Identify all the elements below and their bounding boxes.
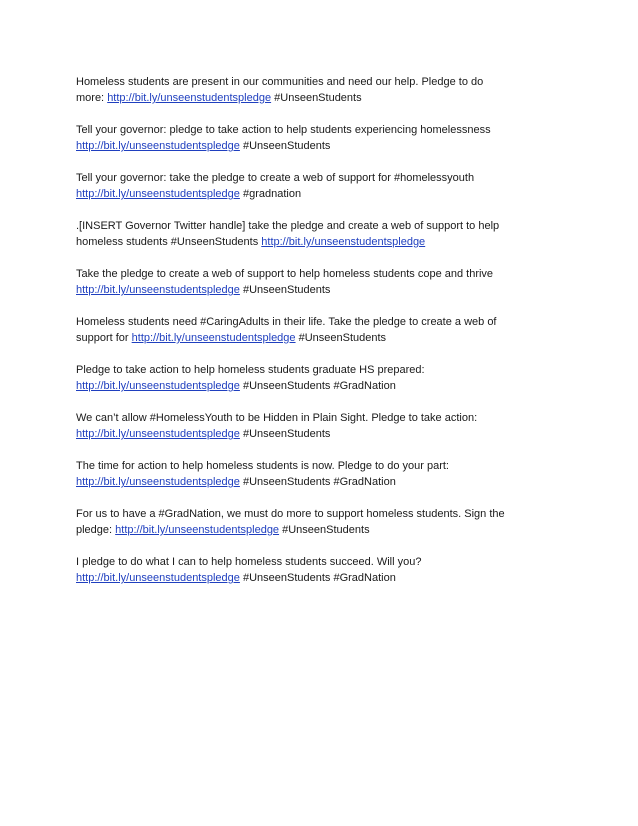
pledge-link[interactable]: http://bit.ly/unseenstudentspledge [131, 332, 296, 344]
text-segment: We can’t allow #HomelessYouth to be Hidden in Plain Sight. Pledge to take action: [76, 412, 478, 424]
paragraph-line [76, 426, 556, 442]
paragraph-line [76, 330, 556, 346]
paragraph-line [76, 122, 556, 138]
text-segment: #UnseenStudents [239, 140, 331, 152]
text-segment: Homeless students are present in our communities and need our help. Pledge to do [76, 76, 484, 88]
pledge-link[interactable]: http://bit.ly/unseenstudentspledge [76, 476, 240, 488]
text-segment: The time for action to help homeless students is now. Pledge to do your part: [76, 460, 449, 472]
paragraph-line [76, 314, 556, 330]
text-segment: more: [76, 92, 108, 104]
pledge-link[interactable]: http://bit.ly/unseenstudentspledge [115, 524, 280, 536]
paragraph-line [76, 170, 556, 186]
text-segment: Homeless students need #CaringAdults in their life. Take the pledge to create a web of [76, 316, 497, 328]
paragraph-line [76, 186, 556, 202]
text-segment: #UnseenStudents [239, 428, 331, 440]
paragraph-line [76, 138, 556, 154]
paragraph-line [76, 506, 556, 522]
tweet-paragraph [76, 122, 556, 154]
text-segment: Tell your governor: pledge to take action to help students experiencing homelessness [76, 124, 491, 136]
document-body [76, 74, 556, 602]
tweet-paragraph [76, 554, 556, 586]
text-segment: I pledge to do what I can to help homeless students succeed. Will you? [76, 556, 422, 568]
text-segment: #UnseenStudents #GradNation [239, 476, 396, 488]
tweet-paragraph [76, 458, 556, 490]
text-segment: pledge: [76, 524, 116, 536]
text-segment: Take the pledge to create a web of support to help homeless students cope and thrive [76, 268, 494, 280]
pledge-link[interactable]: http://bit.ly/unseenstudentspledge [76, 428, 240, 440]
tweet-paragraph [76, 170, 556, 202]
text-segment: .[INSERT Governor Twitter handle] take the pledge and create a web of support to help [76, 220, 500, 232]
text-segment: Pledge to take action to help homeless students graduate HS prepared: [76, 364, 425, 376]
tweet-paragraph [76, 410, 556, 442]
text-segment: #UnseenStudents [295, 332, 387, 344]
text-segment: #UnseenStudents [271, 92, 362, 104]
pledge-link[interactable]: http://bit.ly/unseenstudentspledge [76, 140, 240, 152]
tweet-paragraph [76, 314, 556, 346]
paragraph-line [76, 378, 556, 394]
pledge-link[interactable]: http://bit.ly/unseenstudentspledge [76, 188, 240, 200]
text-segment: #gradnation [239, 188, 302, 200]
paragraph-line [76, 458, 556, 474]
text-segment: For us to have a #GradNation, we must do more to support homeless students. Sign the [76, 508, 505, 520]
pledge-link[interactable]: http://bit.ly/unseenstudentspledge [76, 380, 240, 392]
paragraph-line [76, 554, 556, 570]
tweet-paragraph [76, 74, 556, 106]
tweet-paragraph [76, 218, 556, 250]
text-segment: homeless students #UnseenStudents [76, 236, 262, 248]
pledge-link[interactable]: http://bit.ly/unseenstudentspledge [107, 92, 272, 104]
paragraph-line [76, 90, 556, 106]
paragraph-line [76, 362, 556, 378]
paragraph-line [76, 410, 556, 426]
text-segment: Tell your governor: take the pledge to create a web of support for #homelessyouth [76, 172, 475, 184]
text-segment: #UnseenStudents #GradNation [239, 572, 396, 584]
paragraph-line [76, 474, 556, 490]
paragraph-line [76, 74, 556, 90]
paragraph-line [76, 218, 556, 234]
paragraph-line [76, 282, 556, 298]
tweet-paragraph [76, 362, 556, 394]
tweet-paragraph [76, 506, 556, 538]
pledge-link[interactable]: http://bit.ly/unseenstudentspledge [261, 236, 426, 248]
text-segment: support for [76, 332, 132, 344]
pledge-link[interactable]: http://bit.ly/unseenstudentspledge [76, 572, 240, 584]
text-segment: #UnseenStudents #GradNation [239, 380, 396, 392]
tweet-paragraph [76, 266, 556, 298]
paragraph-line [76, 570, 556, 586]
pledge-link[interactable]: http://bit.ly/unseenstudentspledge [76, 284, 240, 296]
text-segment: #UnseenStudents [279, 524, 370, 536]
paragraph-line [76, 234, 556, 250]
text-segment: #UnseenStudents [239, 284, 331, 296]
paragraph-line [76, 266, 556, 282]
paragraph-line [76, 522, 556, 538]
